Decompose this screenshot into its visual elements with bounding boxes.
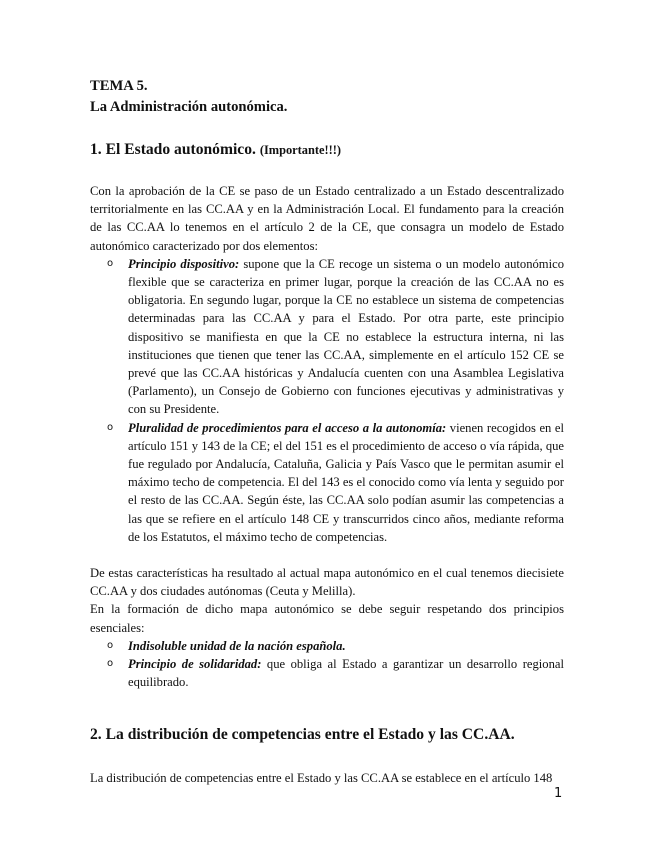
list-item bbox=[90, 419, 564, 546]
section-2-heading: 2. La distribución de competencias entre el Estado y las CC.AA. bbox=[90, 726, 515, 744]
topic-number: TEMA 5. bbox=[90, 78, 148, 94]
section-1-intro: Con la aprobación de la CE se paso de un Estado centralizado a un Estado descentralizado territorialmente en las CC.AA y en la Administración Local. El fundamento para la creación de las CC.AA lo tenemos en el artículo 2 de la CE, que consagra un modelo de Estado autonómico caracterizado por dos elementos: bbox=[90, 184, 564, 253]
principles-intro: En la formación de dicho mapa autonómico se debe seguir respetando dos principios esenciales: bbox=[90, 602, 564, 635]
importance-note: (Importante!!!) bbox=[259, 143, 342, 157]
bullet-icon: o bbox=[107, 639, 114, 651]
topic-title: La Administración autonómica. bbox=[90, 99, 288, 115]
list-item bbox=[90, 637, 564, 655]
list-item-term: Pluralidad de procedimientos para el acceso a la autonomía: bbox=[128, 420, 447, 435]
bullet-icon: o bbox=[107, 421, 114, 433]
list-item-text: que obliga al Estado a garantizar un desarrollo regional equilibrado. bbox=[128, 657, 564, 690]
elements-list bbox=[90, 255, 564, 546]
bullet-icon: o bbox=[107, 257, 114, 269]
list-item-text: vienen recogidos en el artículo 151 y 143 de la CE; el del 151 es el procedimiento de acceso o vía rápida, que fue regulado por Andalucía, Cataluña, Galicia y País Vasco que le permitan asumir el máximo techo de competencia. El del 143 es el conocido como vía lenta y seguido por el resto de las CC.AA. Según éste, las CC.AA solo podían asumir las competencias a las que se refiere en el artículo 148 CE y transcurridos cinco años, mediante reforma de los Estatutos, el máximo techo de competencias. bbox=[128, 420, 564, 544]
list-item-term: Indisoluble unidad de la nación española. bbox=[128, 638, 346, 653]
section-1-title: 1. El Estado autonómico. bbox=[90, 141, 256, 158]
bullet-icon: o bbox=[107, 658, 114, 670]
page-number: 1 bbox=[554, 786, 563, 801]
list-item bbox=[90, 255, 564, 419]
principles-list bbox=[90, 637, 564, 692]
list-item-term: Principio dispositivo: bbox=[128, 256, 240, 271]
list-item-term: Principio de solidaridad: bbox=[128, 657, 262, 672]
map-paragraph: De estas características ha resultado al actual mapa autonómico en el cual tenemos diecisiete CC.AA y dos ciudades autónomas (Ceuta y Melilla). bbox=[90, 566, 564, 599]
list-item bbox=[90, 655, 564, 691]
list-item-text: supone que la CE recoge un sistema o un modelo autonómico flexible que se caracteriza en primer lugar, porque la creación de las CC.AA no es obligatoria. En segundo lugar, porque la CE no establece un sistema de competencias determinadas para las CC.AA y para el Estado. Por otra parte, este principio dispositivo se manifiesta en que la CE no establece la estructura interna, ni las instituciones que tienen que tener las CC.AA, simplemente en el artículo 152 CE se prevé que las CC.AA históricas y Andalucía cuenten con una Asamblea Legislativa (Parlamento), un Consejo de Gobierno con funciones ejecutivas y administrativas y con su Presidente. bbox=[128, 256, 564, 417]
section-1-heading bbox=[90, 140, 564, 160]
section-2-intro: La distribución de competencias entre el Estado y las CC.AA se establece en el artículo 148 bbox=[90, 771, 553, 786]
page-content bbox=[90, 76, 564, 788]
